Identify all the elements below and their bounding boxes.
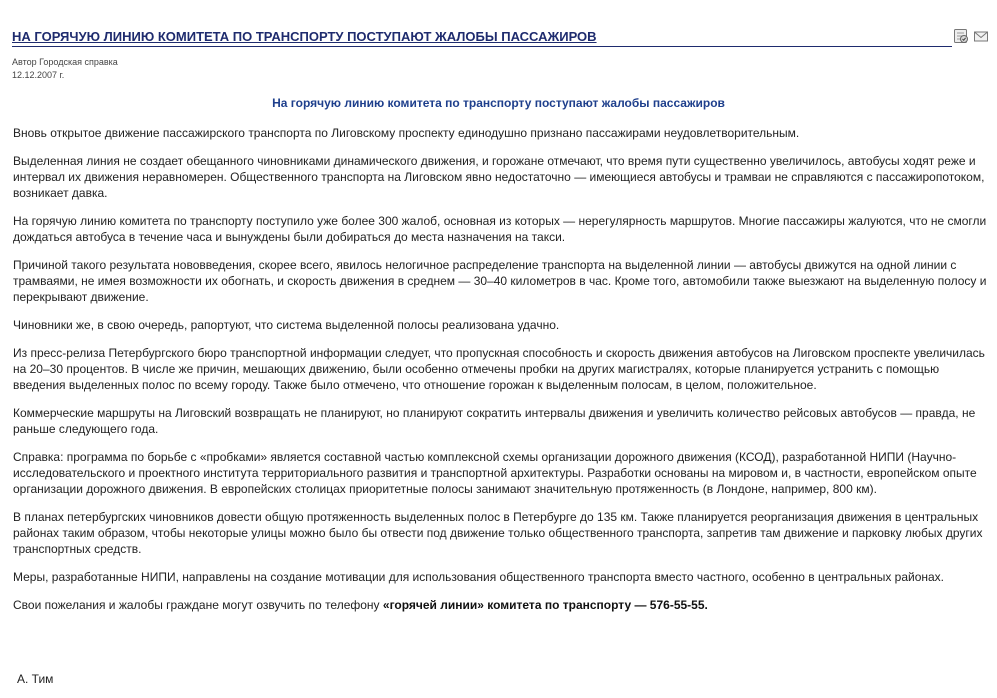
article-paragraph: Справка: программа по борьбе с «пробками» является составной частью комплексной схемы организации дорожного движения (КСОД), разработанной НИПИ (Научно-исследовательского и проектного института территориального развития и транспортной архитектуры. Разработки основаны на мировом и, в частности, европейском опыте организации дорожного движения. В европейских столицах приоритетные полосы занимают значительную протяженность (в Лондоне, например, 800 км). (13, 450, 977, 496)
article-title-link[interactable]: НА ГОРЯЧУЮ ЛИНИЮ КОМИТЕТА ПО ТРАНСПОРТУ ПОСТУПАЮТ ЖАЛОБЫ ПАССАЖИРОВ (12, 29, 597, 44)
article-paragraph: Коммерческие маршруты на Лиговский возвращать не планируют, но планируют сократить интервалы движения и увеличить количество рейсовых автобусов — правда, не раньше следующего года. (13, 406, 976, 436)
email-icon[interactable] (973, 28, 989, 44)
article-meta (12, 56, 118, 82)
article-contact-paragraph (13, 597, 988, 613)
article-paragraph: Вновь открытое движение пассажирского транспорта по Лиговскому проспекту единодушно признано пассажирами неудовлетворительным. (13, 126, 800, 140)
article-date: 12.12.2007 г. (12, 70, 65, 80)
article-paragraph: Выделенная линия не создает обещанного чиновниками динамического движения, и горожане отмечают, что время пути существенно увеличилось, автобусы ходят реже и интервал их движения неравномерен. Общественного транспорта на Лиговском явно недостаточно — имеющиеся автобусы и трамваи не справляются с пассажиропотоком, возникает давка. (13, 154, 985, 200)
article-header (12, 26, 952, 47)
pdf-icon[interactable] (953, 28, 969, 44)
article-paragraph: Меры, разработанные НИПИ, направлены на создание мотивации для использования общественного транспорта вместо частного, особенно в центральных районах. (13, 570, 945, 584)
article-paragraph: Чиновники же, в свою очередь, рапортуют, что система выделенной полосы реализована удачно. (13, 318, 560, 332)
article-paragraph: Причиной такого результата нововведения, скорее всего, явилось нелогичное распределение транспорта на выделенной линии — автобусы движутся на одной линии с трамваями, не имея возможности их обогнать, и скорость движения в среднем — 30–40 километров в час. Кроме того, автомобили также выезжают на выделенную полосу и перекрывают движение. (13, 258, 987, 304)
article-paragraph: Из пресс-релиза Петербургского бюро транспортной информации следует, что пропускная способность и скорость движения автобусов на Лиговском проспекте увеличилась на 20–30 процентов. В числе же причин, мешающих движению, были особенно отмечены пробки на других магистралях, которые планируется устранить с помощью введения выделенных полос по всему городу. Также было отмечено, что отношение горожан к выделенным полосам, в целом, положительное. (13, 346, 985, 392)
hotline-phone: «горячей линии» комитета по транспорту — 576-55-55. (382, 598, 708, 612)
article-actions (953, 28, 993, 46)
article-author: Автор Городская справка (12, 57, 118, 67)
contact-text: Свои пожелания и жалобы граждане могут озвучить по телефону (13, 598, 383, 612)
article-paragraph: В планах петербургских чиновников довести общую протяженность выделенных полос в Петербурге до 135 км. Также планируется реорганизация движения в центральных районах таким образом, чтобы некоторые улицы можно было бы отвести под движение только общественного транспорта, запретив там движение и парковку любых других транспортных средств. (13, 510, 983, 556)
article-body (13, 125, 988, 625)
article-subtitle: На горячую линию комитета по транспорту поступают жалобы пассажиров (272, 96, 725, 110)
article-signature: А. Тим (17, 672, 54, 686)
article-paragraph: На горячую линию комитета по транспорту поступило уже более 300 жалоб, основная из которых — нерегулярность маршрутов. Многие пассажиры жалуются, что не смогли дождаться автобуса в течение часа и вынуждены были добираться до места назначения на такси. (13, 214, 987, 244)
